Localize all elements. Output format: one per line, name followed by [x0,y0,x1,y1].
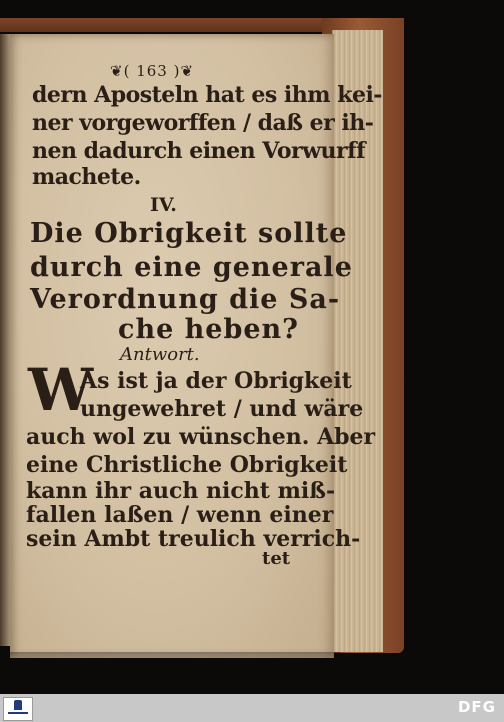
body-line: dern Aposteln hat es ihm kei- [32,82,382,108]
section-heading-line: Verordnung die Sa- [30,284,341,315]
body-line: nen dadurch einen Vorwurff [32,138,366,164]
page-header: ❦( 163 )❦ [110,62,195,80]
viewer-footer [0,694,504,722]
answer-line: kann ihr auch nicht miß- [26,478,336,504]
answer-line: fallen laßen / wenn einer [26,502,334,528]
page-shadow [10,652,340,660]
catchword: tet [262,548,291,569]
section-heading-line: Die Obrigkeit sollte [30,218,348,249]
answer-line: auch wol zu wünschen. Aber [26,424,376,450]
body-line: machete. [32,164,141,190]
logo-bar [8,712,28,714]
answer-line: sein Ambt treulich verrich- [26,526,361,552]
answer-label: Antwort. [120,344,200,365]
section-heading-line: che heben? [118,314,299,345]
drop-cap: W [28,356,94,424]
library-logo-icon[interactable] [3,697,33,721]
answer-line: eine Christliche Obrigkeit [26,452,348,478]
logo-figure [14,700,22,710]
section-heading-line: durch eine generale [30,252,353,283]
answer-line: ungewehret / und wäre [80,396,364,422]
dfg-logo[interactable]: DFG [457,698,496,716]
section-number: IV. [150,194,177,216]
body-line: ner vorgeworffen / daß er ih- [32,110,374,136]
answer-line: As ist ja der Obrigkeit [80,368,352,394]
